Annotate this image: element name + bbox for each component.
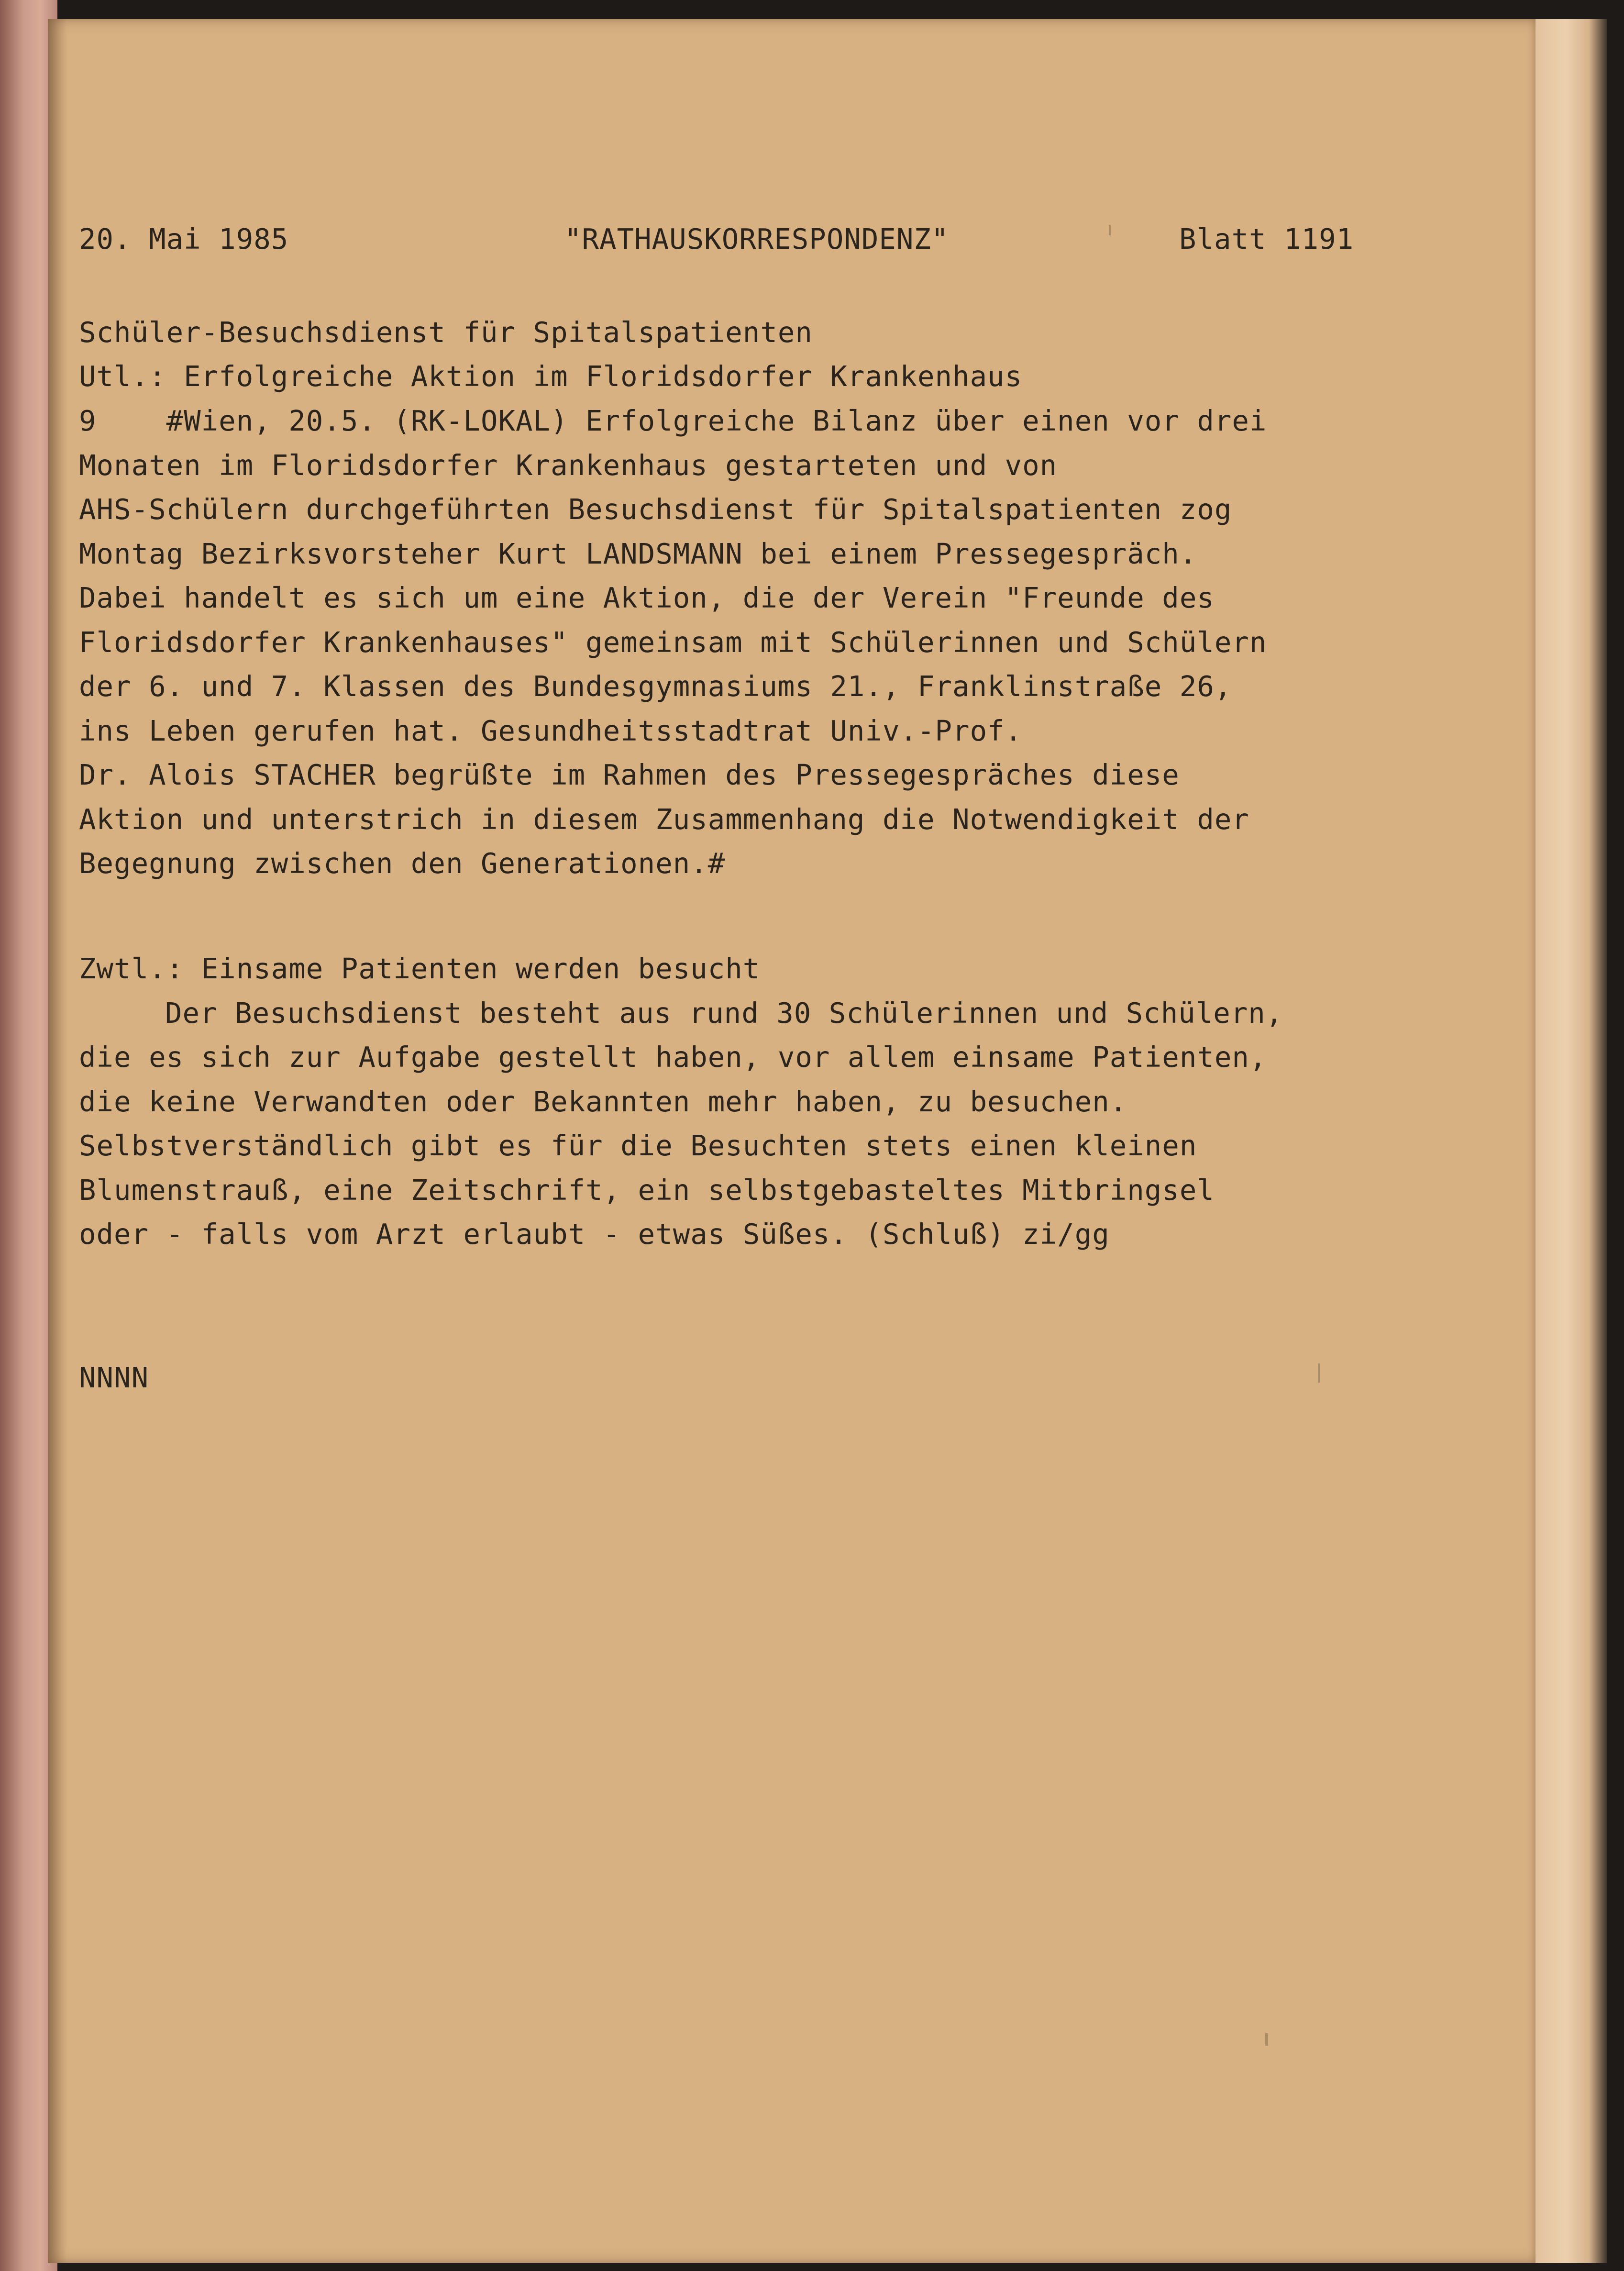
article-headline: Schüler-Besuchsdienst für Spitalspatienten [79,316,813,349]
body-line: Floridsdorfer Krankenhauses" gemeinsam mit Schülerinnen und Schülern [79,626,1267,659]
paragraph-first-line: Der Besuchsdienst besteht aus rund 30 Schülerinnen und Schülern, [165,997,1283,1030]
body-line: der 6. und 7. Klassen des Bundesgymnasiums 21., Franklinstraße 26, [79,670,1232,703]
body-line: Dr. Alois STACHER begrüßte im Rahmen des Pressegespräches diese [79,758,1180,791]
gutter-shadow [48,19,67,2263]
header-sheet-number: Blatt 1191 [1179,222,1354,255]
header-date: 20. Mai 1985 [79,222,289,255]
paragraph-line: Blumenstrauß, eine Zeitschrift, ein selbstgebasteltes Mitbringsel [79,1174,1215,1207]
body-line: ins Leben gerufen hat. Gesundheitsstadtrat Univ.-Prof. [79,714,1023,747]
body-line: AHS-Schülern durchgeführten Besuchsdienst für Spitalspatienten zog [79,493,1232,526]
body-line: Begegnung zwischen den Generationen.# [79,847,726,880]
body-line: Montag Bezirksvorsteher Kurt LANDSMANN bei einem Pressegespräch. [79,537,1197,570]
body-line: Dabei handelt es sich um eine Aktion, die der Verein "Freunde des [79,581,1215,614]
body-line: 9 #Wien, 20.5. (RK-LOKAL) Erfolgreiche Bilanz über einen vor drei [79,404,1267,437]
paragraph-line: die es sich zur Aufgabe gestellt haben, vor allem einsame Patienten, [79,1041,1267,1074]
article-subheadline: Utl.: Erfolgreiche Aktion im Floridsdorfer Krankenhaus [79,360,1023,393]
body-line: Aktion und unterstrich in diesem Zusammenhang die Notwendigkeit der [79,803,1249,836]
paper-speck [1318,1363,1320,1383]
body-line: Monaten im Floridsdorfer Krankenhaus gestarteten und von [79,449,1058,482]
paper-speck [1109,225,1111,235]
paragraph-line: die keine Verwandten oder Bekannten mehr haben, zu besuchen. [79,1085,1127,1118]
article-intertitle: Zwtl.: Einsame Patienten werden besucht [79,952,761,985]
paper-speck [1265,2033,1268,2046]
paragraph-line: oder - falls vom Arzt erlaubt - etwas Süßes. (Schluß) zi/gg [79,1218,1110,1251]
end-mark: NNNN [79,1361,149,1394]
header-title: "RATHAUSKORRESPONDENZ" [564,222,949,255]
paragraph-line: Selbstverständlich gibt es für die Besuchten stets einen kleinen [79,1129,1197,1162]
